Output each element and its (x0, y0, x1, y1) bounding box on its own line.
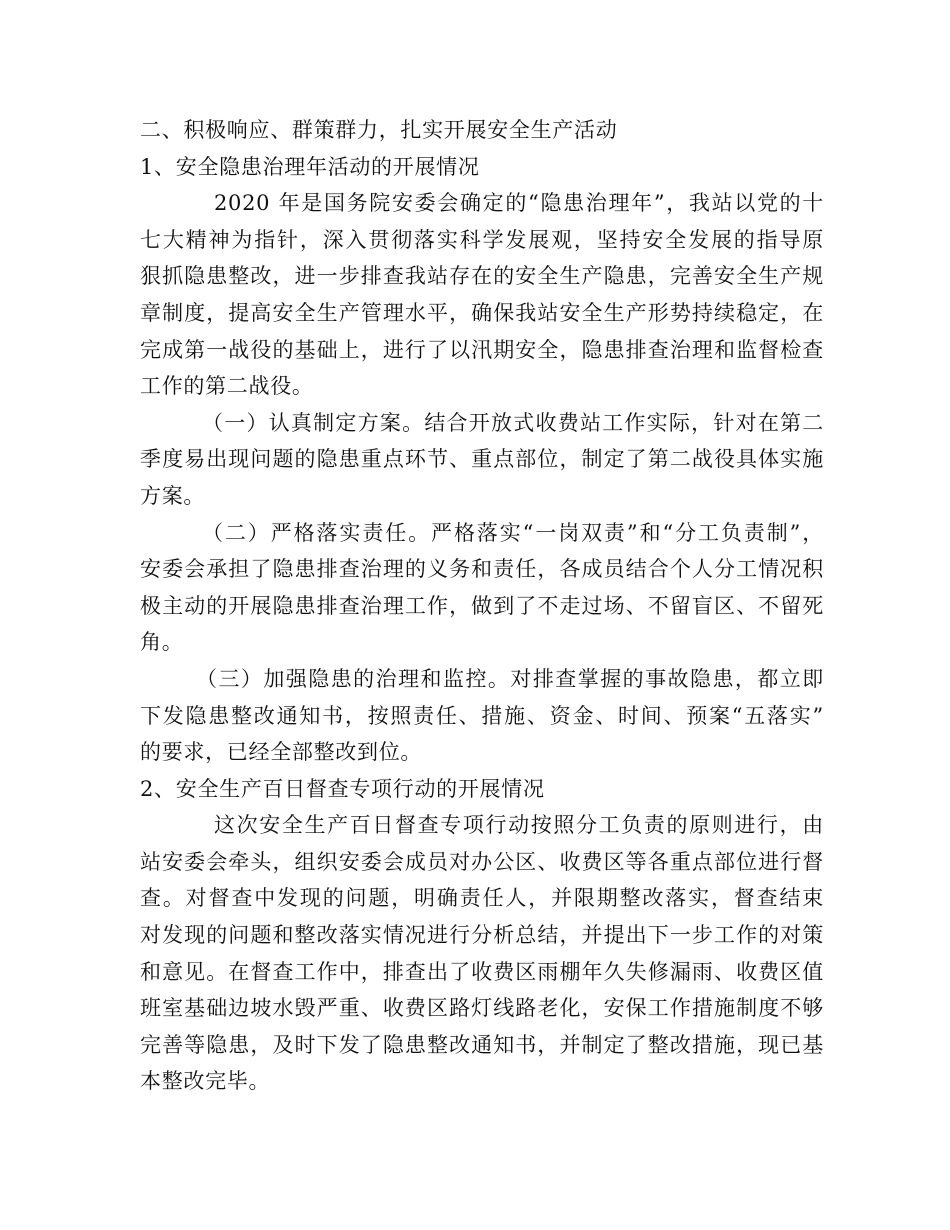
item-3-line-2: 下发隐患整改通知书，按照责任、措施、资金、时间、预案“五落实” (140, 703, 824, 728)
main-heading: 二、积极响应、群策群力，扎实开展安全生产活动 (140, 118, 618, 142)
document-body (140, 112, 824, 1100)
section-2-body-line-7: 完善等隐患，及时下发了隐患整改通知书，并制定了整改措施，现已基 (140, 1032, 824, 1057)
section-2-body-line-2: 站安委会牵头，组织安委会成员对办公区、收费区等各重点部位进行督 (140, 849, 824, 874)
item-1-line-1: （一）认真制定方案。结合开放式收费站工作实际，针对在第二 (202, 410, 824, 435)
section-1-intro-line-5: 完成第一战役的基础上，进行了以汛期安全，隐患排查治理和监督检查 (140, 337, 824, 362)
item-2-line-1: （二）严格落实责任。严格落实“一岗双责”和“分工负责制”， (202, 520, 824, 545)
item-1-line-3: 方案。 (140, 483, 206, 508)
section-1-intro-line-2: 七大精神为指针，深入贯彻落实科学发展观，坚持安全发展的指导原 (140, 227, 824, 252)
section-1-intro-line-6: 工作的第二战役。 (140, 374, 314, 399)
section-2-title: 2、安全生产百日督查专项行动的开展情况 (140, 776, 545, 801)
item-2-line-3: 极主动的开展隐患排查治理工作，做到了不走过场、不留盲区、不留死 (140, 593, 824, 618)
section-2-body-line-5: 和意见。在督查工作中，排查出了收费区雨棚年久失修漏雨、收费区值 (140, 959, 824, 984)
section-2-body-line-1: 这次安全生产百日督查专项行动按照分工负责的原则进行，由 (214, 813, 824, 838)
item-2-line-2: 安委会承担了隐患排查治理的义务和责任，各成员结合个人分工情况积 (140, 557, 824, 582)
section-2-body-line-3: 查。对督查中发现的问题，明确责任人，并限期整改落实，督查结束 (140, 886, 824, 911)
section-1-intro-line-4: 章制度，提高安全生产管理水平，确保我站安全生产形势持续稳定，在 (140, 300, 824, 325)
item-3-line-3: 的要求，已经全部整改到位。 (140, 740, 423, 765)
item-3-line-1: （三）加强隐患的治理和监控。对排查掌握的事故隐患，都立即 (196, 666, 824, 691)
section-1-intro-line-3: 狠抓隐患整改，进一步排查我站存在的安全生产隐患，完善安全生产规 (140, 264, 824, 289)
section-1-title: 1、安全隐患治理年活动的开展情况 (140, 154, 480, 179)
section-1-intro-line-1: 2020 年是国务院安委会确定的“隐患治理年”，我站以党的十 (214, 191, 824, 216)
item-2-line-4: 角。 (140, 630, 184, 655)
section-2-body-line-4: 对发现的问题和整改落实情况进行分析总结，并提出下一步工作的对策 (140, 923, 824, 948)
item-1-line-2: 季度易出现问题的隐患重点环节、重点部位，制定了第二战役具体实施 (140, 447, 824, 472)
section-2-body-line-6: 班室基础边坡水毁严重、收费区路灯线路老化，安保工作措施制度不够 (140, 996, 824, 1021)
section-2-body-line-8: 本整改完毕。 (140, 1069, 271, 1094)
